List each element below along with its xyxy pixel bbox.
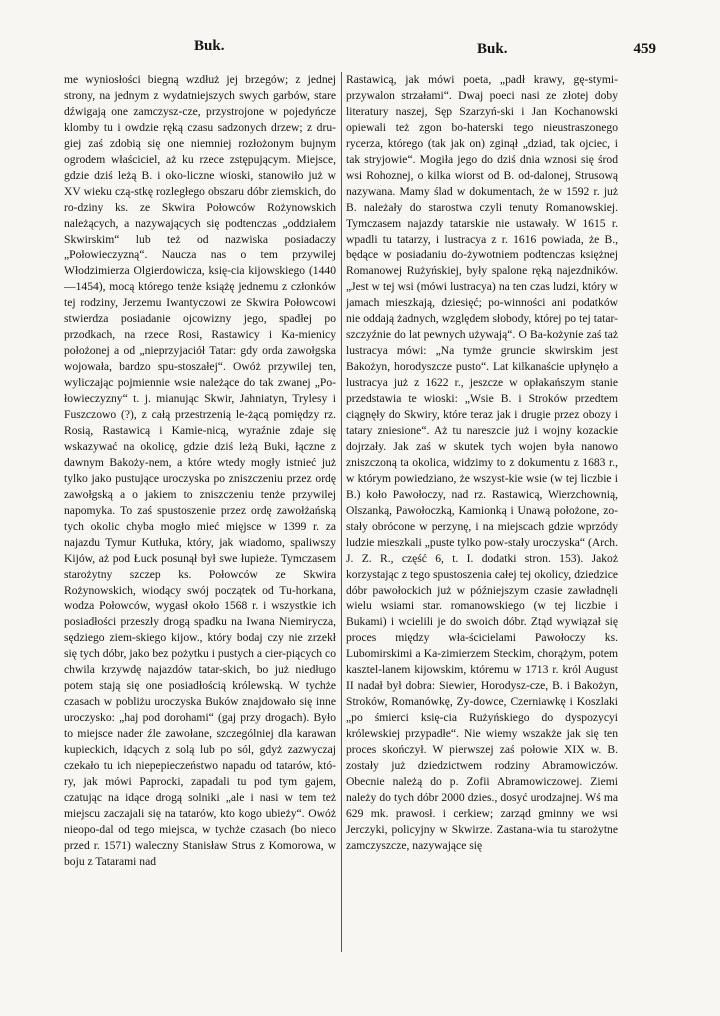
running-header <box>64 38 656 60</box>
header-right-title: Buk. <box>477 41 508 57</box>
page-number: 459 <box>633 41 656 57</box>
left-column-text: me wyniosłości biegną wzdłuż jej brzegów; z jednej strony, na jednym z wydatniejszych swych garbów, stare dźwigają one zamczysz-cze, przystrojone w pojedyńcze klomby tu i owdzie ręką czasu sadzonych drzew; z dru-giej zaś zdobią się one niemniej rozłożonym bujnym ogrodem właściciel, aż ku rzece zstępującym. Miejsce, gdzie dziś leżą B. i oko-liczne wioski, stanowiło już w XV wieku czą-stkę rozległego obszaru dóbr ziemskich, do ro-dziny ks. ze Skwira Połowców Rożynowskich należących, a nazywających się podtenczas „oddziałem Skwirskim“ lub też od nazwiska posiadaczy „Połowieczyzną“. Naucza nas o tem przywilej Włodzimierza Olgierdowicza, księ-cia kijowskiego (1440—1454), mocą którego tenże książę jednemu z członków tej rodziny, Jerzemu Iwantyczowi ze Skwira Połowcowi stwierdza posiadanie ojcowizny jego, spadłej po przodkach, na rzece Rosi, Rastawicy i Ka-mienicy położonej a od „nieprzyjaciół Tatar: gdy orda zawołgska wojowała, bardzo spu-stoszałej“. Owóż przywilej ten, wyliczając pojmiennie wsie należące do tak zwanej „Po-łowieczyzny“ t. j. mianując Skwir, Jahniatyn, Trylesy i Fuszczowo (?), z całą przestrzenią le-żącą pomiędzy rz. Rosią, Rastawicą i Kamie-nicą, wyraźnie zdaje się wskazywać na okolicę, gdzie dziś leżą Buki, łączne z dawnym Bakoży-nem, a które wtedy mogły istnieć już tylko jako pustujące uroczyska po zniszczeniu przez ordę zawołgską a o jakiem to zniszczeniu tenże przywilej napomyka. To zaś spustoszenie przez ordę zawołżańską tych okolic chyba mogło mieć mięjsce w 1399 r. za najazdu Tymur Kutłuka, który, jak wiadomo, spaliwszy Kijów, aż pod Łuck posunął był swe łupieże. Tymczasem starożytny szczep ks. Połowców ze Skwira Rożynowskich, wiodący swój początek od Tu-horkana, wodza Połowców, wygasł około 1568 r. i wszystkie ich posiadłości przeszły drogą spadku na Iwana Niemirycza, sędziego ziem-skiego kijow., który bodaj czy nie zrzekł się tych dóbr, jako bez pożytku i pustych a cier-piących co chwila krzywdę najazdów tatar-skich, bo już niedługo potem stają się one posiadłością królewską. W tychże czasach w pobliżu uroczyska Buków znajdowało się inne uroczysko: „haj pod dorohami“ (gaj przy drogach). Było to miejsce nader źle zawołane, szczególniej dla karawan kupieckich, idących z solą lub po sól, gdyż zazwyczaj czekało tu ich niepepieczeństwo napadu od tatarów, któ-ry, jak mówi Paprocki, zapadali tu pod tym gajem, czatując na idące drogą solniki „ale i nasi w tem też miejscu zaczajali się na tatarów, kto kogo ubieży“. Owóż nieopo-dal od tego miejsca, w tychże czasach (bo nieco przed r. 1571) waleczny Stanisław Strus z Komorowa, w boju z Tatarami nad <box>64 73 336 868</box>
right-column-text: Rastawicą, jak mówi poeta, „padł krawy, gę-stymi-przywalon strzałami“. Dwaj poeci nasi ze złotej doby literatury naszej, Sęp Szarzyń-ski i Jan Kochanowski opiewali też zgon bo-haterski tego nieustraszonego rycerza, którego (tak jak on) zginął „dziad, tak ojciec, i tak stryjowie“. Mogiła jego do dziś dnia wznosi się środ wsi Rohoznej, o kilka wiorst od B. od-dalonej, Strusową nazywana. Mamy ślad w dokumentach, że w 1592 r. już B. należały do starostwa czyli tenuty Romanowskiej. Tymczasem najazdy tatarskie nie ustawały. W 1615 r. wpadli tu tatarzy, i lustracya z r. 1616 powiada, że B., będące w posiadaniu do-żywotniem podtenczas księżnej Romanowej Rużyńskiej, były spalone ręką najezdników. „Jest w tej wsi (mówi lustracya) na ten czas ludzi, który w jamach mieszkają, dziesięć; po-winności ani podatków nie oddają żadnych, względem słobody, której po tej tatar-szczyźnie do lat pewnych używają“. O Ba-kożynie zaś taż lustracya mówi: „Na tymże gruncie skwirskim jest Bakożyn, horodyszcze pusto“. Lat kilkanaście upłynęło a lustracya już z 1622 r., jeszcze w opłakańszym stanie przedstawia te wioski: „Wsie B. i Stroków przedtem ciągnęły do Skwiry, które teraz jak i drugie przez obozy i tatary zniesione“. Aż tu nareszcie już i wojny kozackie dojrzały. Jak zaś w skutek tych wojen była nanowo zniszczoną ta okolica, widzimy to z dokumentu z 1683 r., w którym powiedziano, że wszyst-kie wsie (w tej liczbie i B.) koło Pawołoczy, nad rz. Rastawicą, Wierzchownią, Olszanką, Pawołoczką, Kamionką i Unawą położone, zo-stały obrócone w perzynę, i na miejscach gdzie wprzódy ludzie mieszkali „puste tylko pow-stały uroczyska“ (Arch. J. Z. R., część 6, t. I. dodatki stron. 153). Jakoż korzystając z tego spustoszenia całej tej okolicy, dziedzice dóbr pawołockich już w późniejszym czasie zawładnęli wielu wsiami star. romanowskiego (w tej liczbie i Bukami) i wcielili je do swoich dóbr. Ztąd wywiązał się proces między wła-ścicielami Pawołoczy ks. Lubomirskimi a Ka-zimierzem Steckim, chorążym, potem kasztel-lanem kijowskim, któremu w 1713 r. król August II nadał był dobra: Siewier, Horodysz-cze, B. i Bakożyn, Stroków, Romanówkę, Zy-dowce, Czerniawkę i Koszlaki „po śmierci księ-cia Rużyńskiego do dyspozycyi królewskiej przypadłe“. Nie wiemy wszakże jak się ten proces skończył. W pierwszej zaś połowie XIX w. B. zostały już dziedzictwem rodziny Abramowiczów. Obecnie należą do p. Zofii Abramowiczowej. Ziemi należy do tych dóbr 2000 dzies., dosyć urodzajnej. Wś ma 629 mk. prawosł. i cerkiew; zarząd gminny we wsi Jerczyki, policyjny w Skwirze. Zastana-wia tu starożytne zamczyszcze, nazywające się <box>346 73 618 852</box>
column-divider <box>341 72 342 952</box>
header-left-title: Buk. <box>194 38 225 54</box>
